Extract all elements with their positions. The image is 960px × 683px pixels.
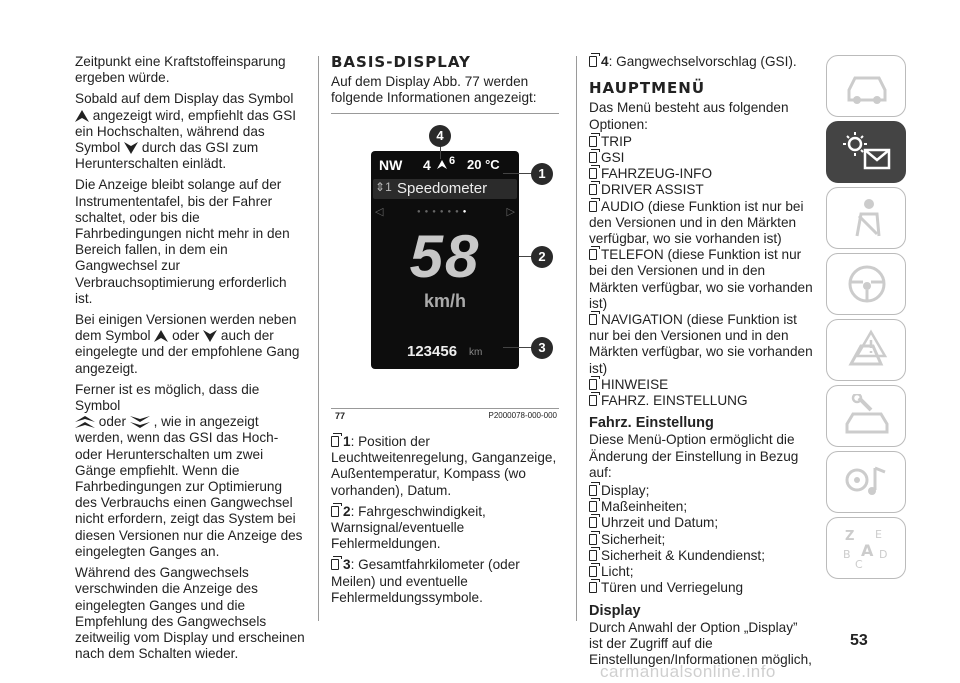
paragraph: Zeitpunkt eine Kraftstoffeinsparung ergeben würde. (75, 54, 286, 86)
svg-text:C: C (855, 558, 863, 570)
speed-value: 58 (409, 223, 481, 290)
list-item (589, 247, 814, 312)
text: oder (98, 414, 126, 430)
list-item-text: Sicherheit & Kundendienst; (601, 547, 765, 563)
list-item (589, 312, 814, 377)
car-icon (841, 64, 893, 108)
intro-text: Auf dem Display Abb. 77 werden folgende Informationen angezeigt: (331, 74, 537, 106)
paragraph (75, 382, 307, 560)
legend-item (589, 54, 814, 70)
list-item-text: NAVIGATION (diese Funktion ist nur bei den Versionen und in den Märkten verfügbar, wo sie vorhanden ist) (589, 312, 813, 376)
callout-line (503, 347, 533, 348)
legend-item (331, 434, 559, 499)
paragraph: Die Anzeige bleibt solange auf der Instrumententafel, bis der Fahrer schaltet, oder bis die Fahrbedingungen nicht mehr in den Bereich fallen, in dem ein Gangwechsel zur Verbrauchsoptimierung erforderlich ist. (75, 177, 290, 306)
figure-77 (331, 113, 559, 423)
index-icon (841, 526, 893, 570)
bookmark-icon (331, 506, 339, 517)
figure-code: P2000078-000-000 (488, 411, 557, 420)
page-number: 53 (850, 632, 868, 649)
callout-1: 1 (531, 163, 553, 185)
list-item (589, 377, 814, 393)
list-item-text: DRIVER ASSIST (601, 182, 704, 198)
tab-driving[interactable] (826, 253, 906, 315)
bookmark-icon (589, 485, 597, 496)
list-item (589, 393, 814, 409)
seatbelt-icon (841, 196, 893, 240)
bookmark-icon (589, 534, 597, 545)
column-right (589, 54, 814, 673)
callout-line (440, 145, 441, 159)
steering-wheel-icon (841, 262, 893, 306)
bookmark-icon (589, 152, 597, 163)
text: Sobald auf dem Display das Symbol (75, 91, 294, 107)
odometer-value: 123456 (407, 343, 458, 360)
headlight-level-value: 1 (385, 180, 392, 194)
figure-rule (331, 113, 559, 114)
paragraph: Durch Anwahl der Option „Display” ist der Zugriff auf die Einstellungen/Informationen möglich, (589, 619, 812, 668)
gear-indicator: 4 (423, 157, 431, 173)
list-item-text: Uhrzeit und Datum; (601, 515, 719, 531)
text: auch der eingelegte und der empfohlene Gang angezeigt. (75, 328, 300, 376)
column-divider (576, 56, 577, 621)
media-icon (841, 460, 893, 504)
compass-readout: NW (379, 157, 403, 173)
legend-text: : Gangwechselvorschlag (GSI). (608, 54, 797, 69)
chevron-right-icon: ▷ (506, 206, 515, 218)
list-item-text: AUDIO (diese Funktion ist nur bei den Versionen und in den Märkten verfügbar, wo sie vorhanden ist) (589, 198, 804, 247)
intro-text: Das Menü besteht aus folgenden Optionen: (589, 100, 789, 132)
legend-number: 3 (343, 557, 351, 573)
tab-emergency[interactable] (826, 319, 906, 381)
callout-2: 2 (531, 246, 553, 268)
text: , wie in angezeigt werden, wenn das GSI das Hoch- oder Herunterschalten um zwei Gänge empfiehlt. Wenn die Fahrbedingungen zur Optimierung des Verbrauchs einen Gangwechsel nicht erfordern, zeigt das System bei diesen Versionen nur die Anzeige des eingelegten Ganges an. (75, 414, 303, 559)
list-item-text: FAHRZ. EINSTELLUNG (601, 393, 748, 409)
page-dots: ●●●●●●● (417, 209, 471, 215)
list-item-text: Licht; (601, 564, 634, 580)
text: angezeigt wird, empfiehlt das GSI ein Hochschalten, während das Symbol (75, 107, 297, 156)
list-item (589, 564, 814, 580)
legend-text: : Gesamtfahrkilometer (oder Meilen) und eventuelle Fehlermeldungssymbole. (331, 557, 520, 605)
tab-index[interactable] (826, 517, 906, 579)
column-divider (318, 56, 319, 621)
list-item (589, 483, 814, 499)
paragraph: Während des Gangwechsels verschwinden die Anzeige des eingelegten Ganges und die Empfehlung des Gangwechsels zeitweilig vom Display und erscheinen nach dem Schalten wieder. (75, 565, 305, 662)
downshift-arrow-icon (203, 330, 217, 342)
text: Ferner ist es möglich, dass die Symbol (75, 381, 260, 414)
callout-3: 3 (531, 337, 553, 359)
chevron-left-icon: ◁ (375, 206, 384, 218)
bookmark-icon (589, 314, 597, 325)
paragraph (75, 91, 307, 172)
list-item (589, 182, 814, 198)
bookmark-icon (589, 201, 597, 212)
chapter-tabs (826, 55, 908, 583)
text: durch das GSI zum Herunterschalten einlädt. (75, 140, 259, 172)
list-item (589, 499, 814, 515)
bookmark-icon (589, 550, 597, 561)
bookmark-icon (589, 249, 597, 260)
text: oder (172, 328, 200, 344)
svg-text:E: E (875, 528, 882, 541)
menu-options-list (589, 134, 814, 409)
bookmark-icon (331, 559, 339, 570)
legend-list (331, 434, 559, 611)
figure-number: 77 (335, 411, 346, 421)
legend-number: 2 (343, 503, 351, 519)
list-item (589, 166, 814, 182)
paragraph (75, 312, 307, 377)
instrument-display (371, 151, 519, 369)
section-heading: BASIS-DISPLAY (331, 53, 471, 71)
svg-text:D: D (879, 548, 888, 561)
bookmark-icon (589, 184, 597, 195)
watermark: carmanualsonline.info (600, 662, 776, 681)
column-left (75, 54, 307, 667)
bookmark-icon (589, 566, 597, 577)
list-item (589, 548, 814, 564)
subsection-heading: Display (589, 602, 641, 619)
svg-text:Z: Z (845, 529, 855, 544)
legend-number: 4 (601, 54, 609, 69)
suggested-gear: 6 (449, 155, 456, 167)
callout-4: 4 (429, 125, 451, 147)
list-item-text: FAHRZEUG-INFO (601, 166, 713, 182)
speed-unit: km/h (423, 291, 466, 311)
list-item-text: HINWEISE (601, 376, 669, 392)
list-item-text: Türen und Verriegelung (601, 580, 744, 596)
odometer-unit: km (469, 347, 483, 358)
list-item (589, 580, 814, 596)
legend-number: 1 (343, 434, 351, 449)
upshift-arrow-icon (437, 160, 447, 169)
bookmark-icon (589, 56, 597, 67)
bookmark-icon (589, 517, 597, 528)
tab-maintenance[interactable] (826, 385, 906, 447)
upshift-arrow-icon (75, 110, 89, 122)
list-item-text: Maßeinheiten; (601, 499, 688, 515)
headlight-level: ⇕1 (375, 180, 392, 194)
list-item-text: GSI (601, 150, 625, 166)
wrench-car-icon (841, 394, 893, 438)
list-item-text: TRIP (601, 133, 632, 149)
list-item-text: TELEFON (diese Funktion ist nur bei den Versionen und in den Märkten verfügbar, wo sie vorhanden ist) (589, 247, 813, 311)
tab-instruments[interactable] (826, 121, 906, 183)
settings-list (589, 483, 814, 596)
double-upshift-icon (75, 416, 95, 428)
hazard-icon (841, 328, 893, 372)
double-downshift-icon (130, 416, 150, 428)
tab-car[interactable] (826, 55, 906, 117)
intro-text: Diese Menü-Option ermöglicht die Änderung der Einstellung in Bezug auf: (589, 432, 799, 480)
bookmark-icon (589, 379, 597, 390)
list-item (589, 515, 814, 531)
bookmark-icon (589, 395, 597, 406)
legend-item (331, 557, 559, 606)
column-middle (331, 54, 559, 112)
bookmark-icon (589, 136, 597, 147)
list-item-text: Sicherheit; (601, 531, 666, 547)
bookmark-icon (589, 168, 597, 179)
legend-text: : Position der Leuchtweitenregelung, Ganganzeige, Außentemperatur, Kompass (wo vorhanden), Datum. (331, 434, 557, 498)
bookmark-icon (331, 436, 339, 447)
downshift-arrow-icon (124, 142, 138, 154)
list-item (589, 532, 814, 548)
legend-text: : Fahrgeschwindigkeit, Warnsignal/eventuelle Fehlermeldungen. (331, 503, 486, 552)
bookmark-icon (589, 582, 597, 593)
tab-safety[interactable] (826, 187, 906, 249)
subsection-heading: Fahrz. Einstellung (589, 415, 714, 432)
list-item (589, 199, 814, 248)
text: Bei einigen Versionen werden neben dem Symbol (75, 312, 297, 344)
svg-text:B: B (843, 548, 851, 561)
upshift-arrow-icon (154, 330, 168, 342)
menu-title: Speedometer (397, 180, 488, 197)
list-item (589, 150, 814, 166)
list-item (589, 134, 814, 150)
bookmark-icon (589, 501, 597, 512)
section-heading: HAUPTMENÜ (589, 79, 706, 98)
outside-temperature: 20 °C (467, 157, 500, 172)
list-item-text: Display; (601, 483, 650, 499)
warning-light-icon (841, 130, 893, 174)
figure-rule (331, 408, 559, 409)
svg-text:A: A (861, 541, 874, 560)
tab-multimedia[interactable] (826, 451, 906, 513)
legend-item (331, 504, 559, 553)
